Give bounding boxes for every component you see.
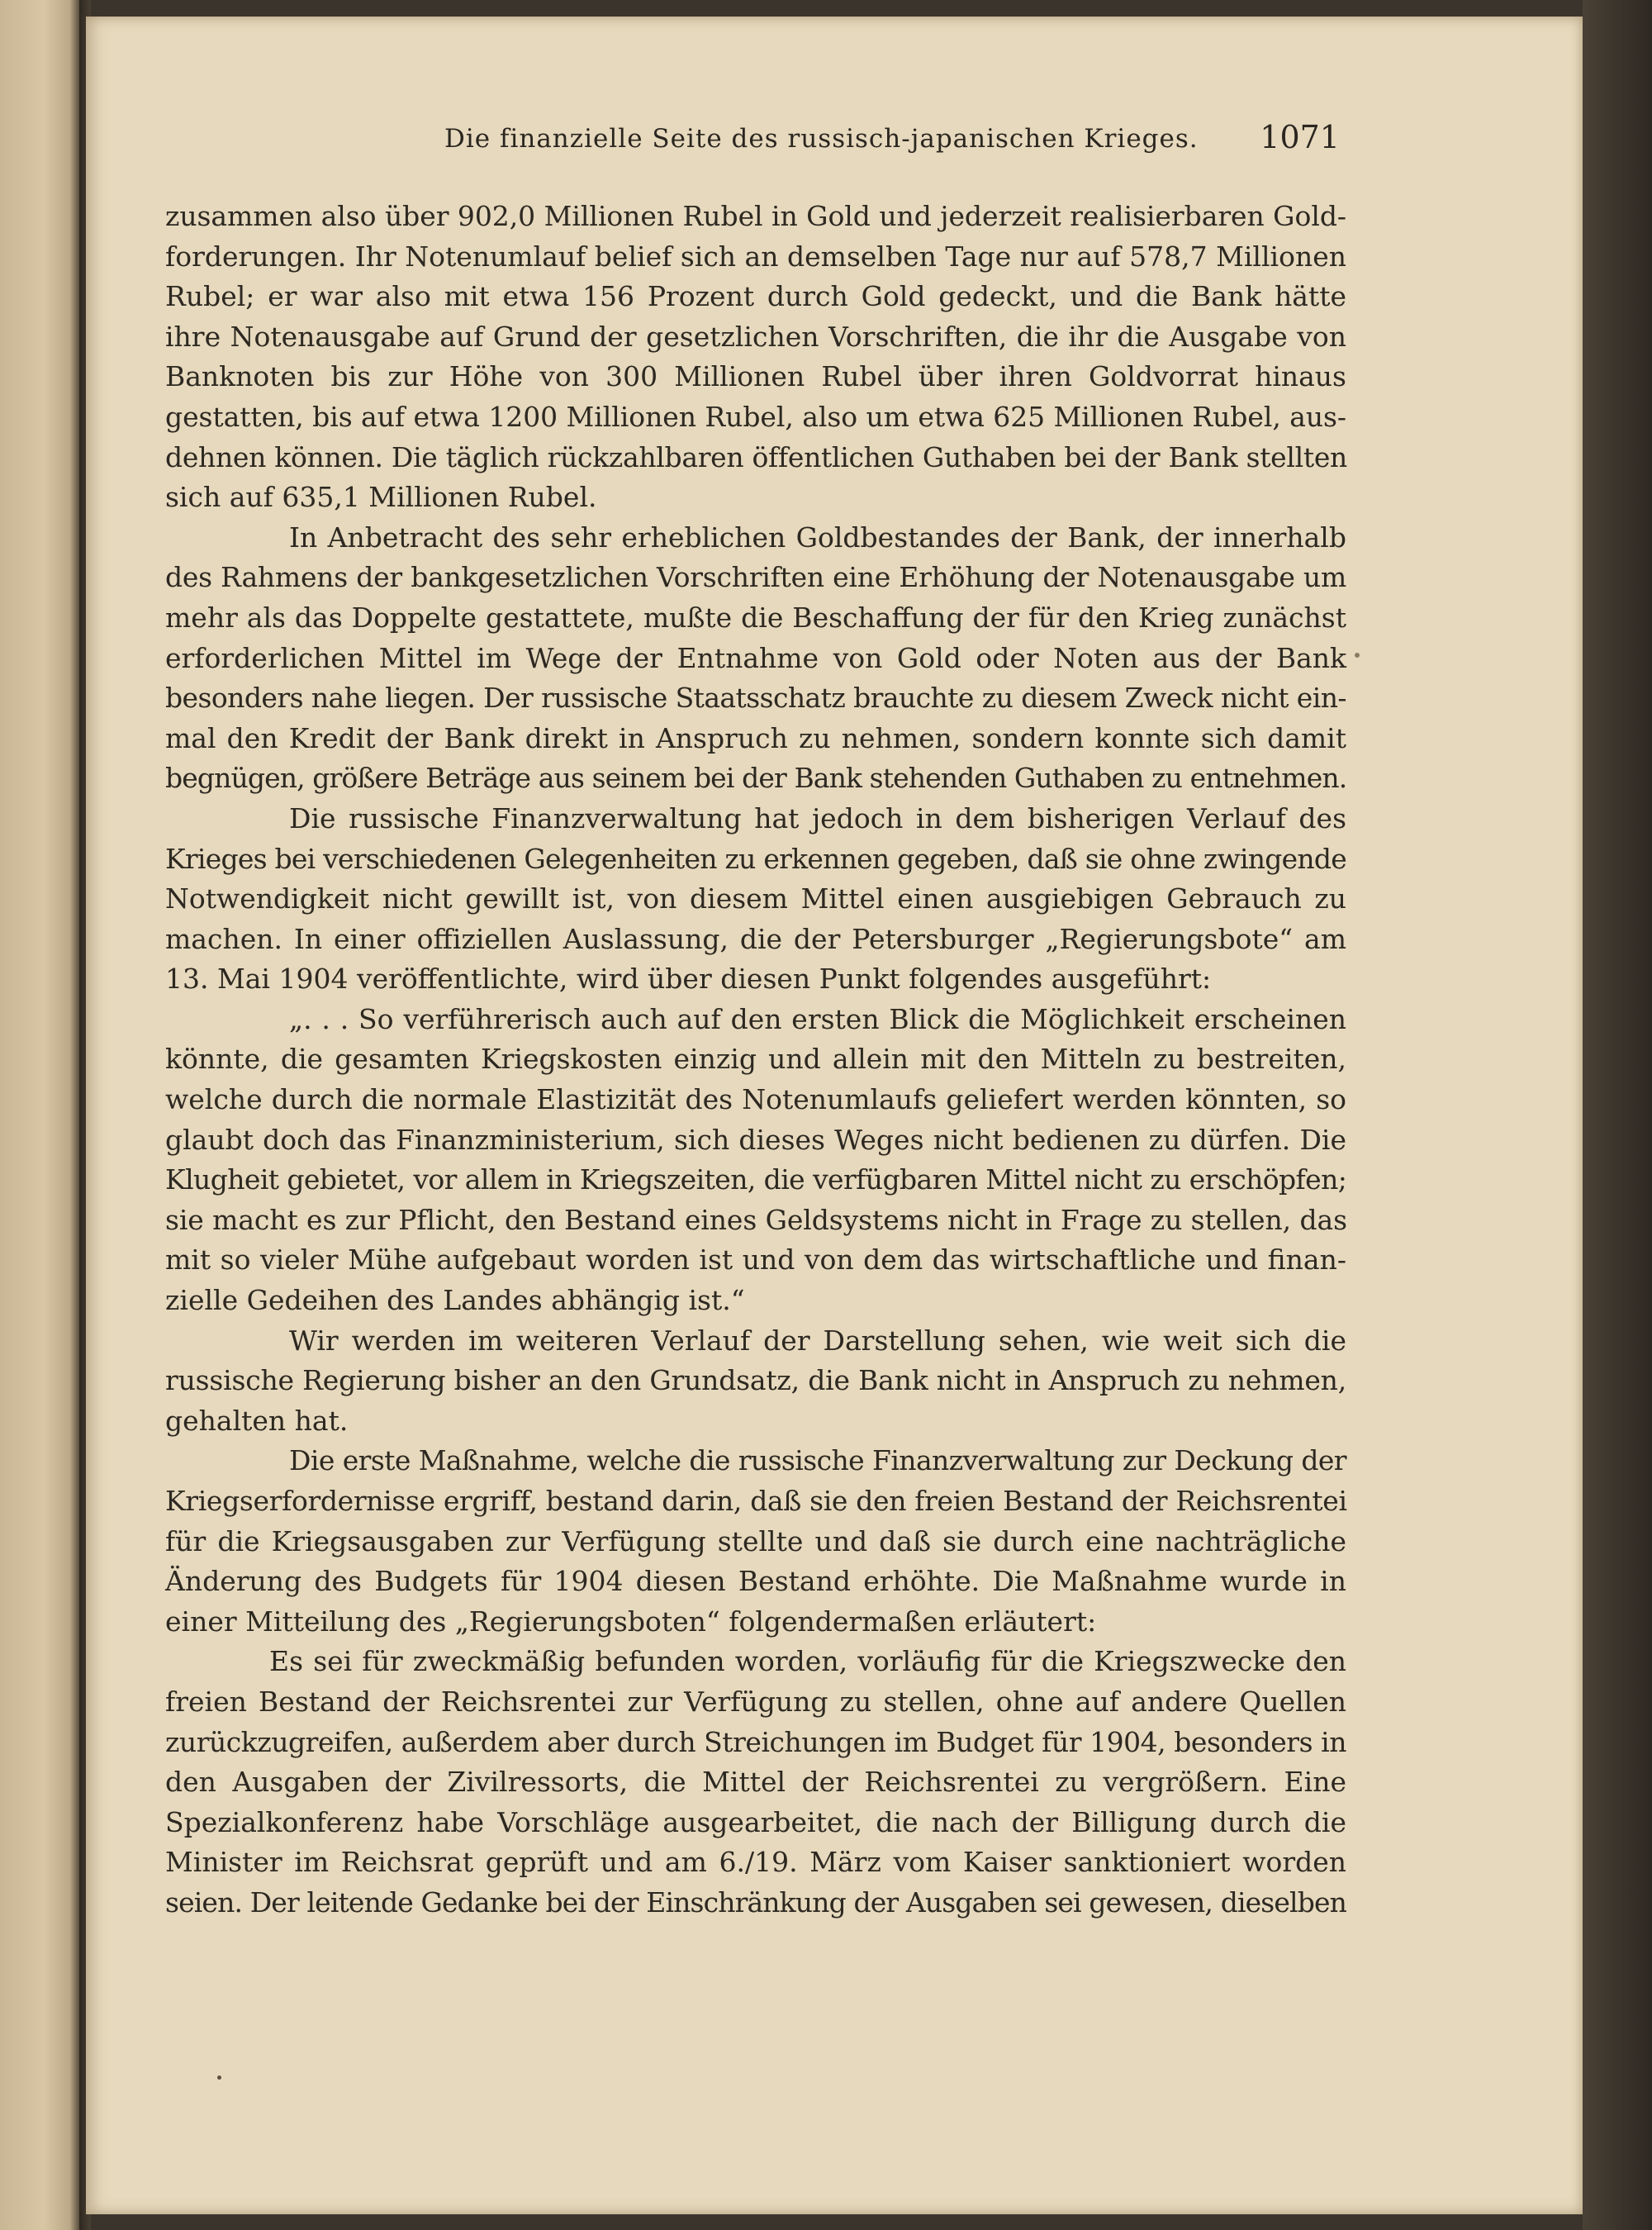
text-line: gestatten, bis auf etwa 1200 Millionen Rubel, also um etwa 625 Millionen Rubel, aus- [165, 400, 1346, 433]
text-line: Notwendigkeit nicht gewillt ist, von diesem Mittel einen ausgiebigen Gebrauch zu [165, 882, 1346, 915]
text-line: machen. In einer offiziellen Auslassung, die der Petersburger „Regierungsbote“ am [165, 922, 1346, 955]
text-line: mal den Kredit der Bank direkt in Anspruch zu nehmen, sondern konnte sich damit [165, 721, 1346, 754]
text-line: Banknoten bis zur Höhe von 300 Millionen Rubel über ihren Goldvorrat hinaus [165, 360, 1346, 393]
text-line: Die russische Finanzverwaltung hat jedoch in dem bisherigen Verlauf des [289, 801, 1346, 834]
text-line: zielle Gedeihen des Landes abhängig ist.“ [165, 1284, 745, 1317]
previous-page-edge [0, 0, 79, 2230]
text-line: könnte, die gesamten Kriegskosten einzig und allein mit den Mitteln zu bestreiten, [165, 1043, 1346, 1076]
text-line: einer Mitteilung des „Regierungsboten“ folgendermaßen erläutert: [165, 1605, 1097, 1638]
text-line: Kriegserfordernisse ergriff, bestand darin, daß sie den freien Bestand der Reichsrentei [165, 1485, 1347, 1517]
text-line: für die Kriegsausgaben zur Verfügung stellte und daß sie durch eine nachträgliche [165, 1524, 1346, 1557]
text-line: mit so vieler Mühe aufgebaut worden ist und von dem das wirtschaftliche und finan- [165, 1243, 1346, 1277]
paper-speck [1355, 653, 1360, 658]
text-line: Krieges bei verschiedenen Gelegenheiten zu erkennen gegeben, daß sie ohne zwingende [165, 842, 1347, 875]
text-line: Änderung des Budgets für 1904 diesen Bestand erhöhte. Die Maßnahme wurde in [165, 1565, 1346, 1598]
text-line: Die erste Maßnahme, welche die russische Finanzverwaltung zur Deckung der [289, 1444, 1346, 1477]
text-line: ihre Notenausgabe auf Grund der gesetzlichen Vorschriften, die ihr die Ausgabe von [165, 320, 1346, 353]
text-line: 13. Mai 1904 veröffentlichte, wird über diesen Punkt folgendes ausgeführt: [165, 963, 1212, 996]
text-line: gehalten hat. [165, 1404, 349, 1437]
text-line: Wir werden im weiteren Verlauf der Darstellung sehen, wie weit sich die [289, 1324, 1346, 1357]
body-text [165, 197, 1346, 1923]
text-line: forderungen. Ihr Notenumlauf belief sich an demselben Tage nur auf 578,7 Millionen [165, 240, 1346, 273]
right-dark-border [1583, 0, 1652, 2230]
text-line: Klugheit gebietet, vor allem in Kriegszeiten, die verfügbaren Mittel nicht zu erschöpfen; [165, 1163, 1347, 1196]
text-line: seien. Der leitende Gedanke bei der Einschränkung der Ausgaben sei gewesen, dieselben [165, 1885, 1346, 1919]
text-line: besonders nahe liegen. Der russische Staatsschatz brauchte zu diesem Zweck nicht ein- [165, 682, 1347, 715]
text-line: russische Regierung bisher an den Grundsatz, die Bank nicht in Anspruch zu nehmen, [165, 1364, 1346, 1397]
text-line: des Rahmens der bankgesetzlichen Vorschriften eine Erhöhung der Notenausgabe um [165, 561, 1346, 594]
text-line: Minister im Reichsrat geprüft und am 6./19. März vom Kaiser sanktioniert worden [165, 1846, 1346, 1879]
text-line: zusammen also über 902,0 Millionen Rubel in Gold und jederzeit realisierbaren Gold- [165, 200, 1346, 232]
running-head: Die finanzielle Seite des russisch-japanischen Krieges. [444, 124, 1199, 154]
text-line: sie macht es zur Pflicht, den Bestand eines Geldsystems nicht in Frage zu stellen, das [165, 1203, 1347, 1236]
text-line: In Anbetracht des sehr erheblichen Goldbestandes der Bank, der innerhalb [289, 521, 1346, 554]
text-line: Rubel; er war also mit etwa 156 Prozent durch Gold gedeckt, und die Bank hätte [165, 280, 1346, 313]
text-line: „. . . So verführerisch auch auf den ersten Blick die Möglichkeit erscheinen [289, 1002, 1346, 1035]
text-line: begnügen, größere Beträge aus seinem bei der Bank stehenden Guthaben zu entnehmen. [165, 762, 1347, 795]
text-line: Spezialkonferenz habe Vorschläge ausgearbeitet, die nach der Billigung durch die [165, 1805, 1346, 1838]
paper-speck [217, 2075, 221, 2080]
text-line: erforderlichen Mittel im Wege der Entnahme von Gold oder Noten aus der Bank [165, 641, 1346, 674]
text-line: mehr als das Doppelte gestattete, mußte die Beschaffung der für den Krieg zunächst [165, 601, 1346, 634]
text-line: zurückzugreifen, außerdem aber durch Streichungen im Budget für 1904, besonders in [165, 1725, 1346, 1758]
page-number: 1071 [1260, 119, 1340, 155]
text-line: welche durch die normale Elastizität des Notenumlaufs geliefert werden könnten, so [165, 1083, 1346, 1116]
text-line: dehnen können. Die täglich rückzahlbaren öffentlichen Guthaben bei der Bank stellten [165, 440, 1347, 473]
text-line: freien Bestand der Reichsrentei zur Verfügung zu stellen, ohne auf andere Quellen [165, 1685, 1346, 1718]
text-line: Es sei für zweckmäßig befunden worden, vorläufig für die Kriegszwecke den [269, 1645, 1346, 1678]
text-line: den Ausgaben der Zivilressorts, die Mittel der Reichsrentei zu vergrößern. Eine [165, 1766, 1346, 1799]
text-line: sich auf 635,1 Millionen Rubel. [165, 481, 597, 514]
text-line: glaubt doch das Finanzministerium, sich dieses Weges nicht bedienen zu dürfen. Die [165, 1123, 1346, 1156]
